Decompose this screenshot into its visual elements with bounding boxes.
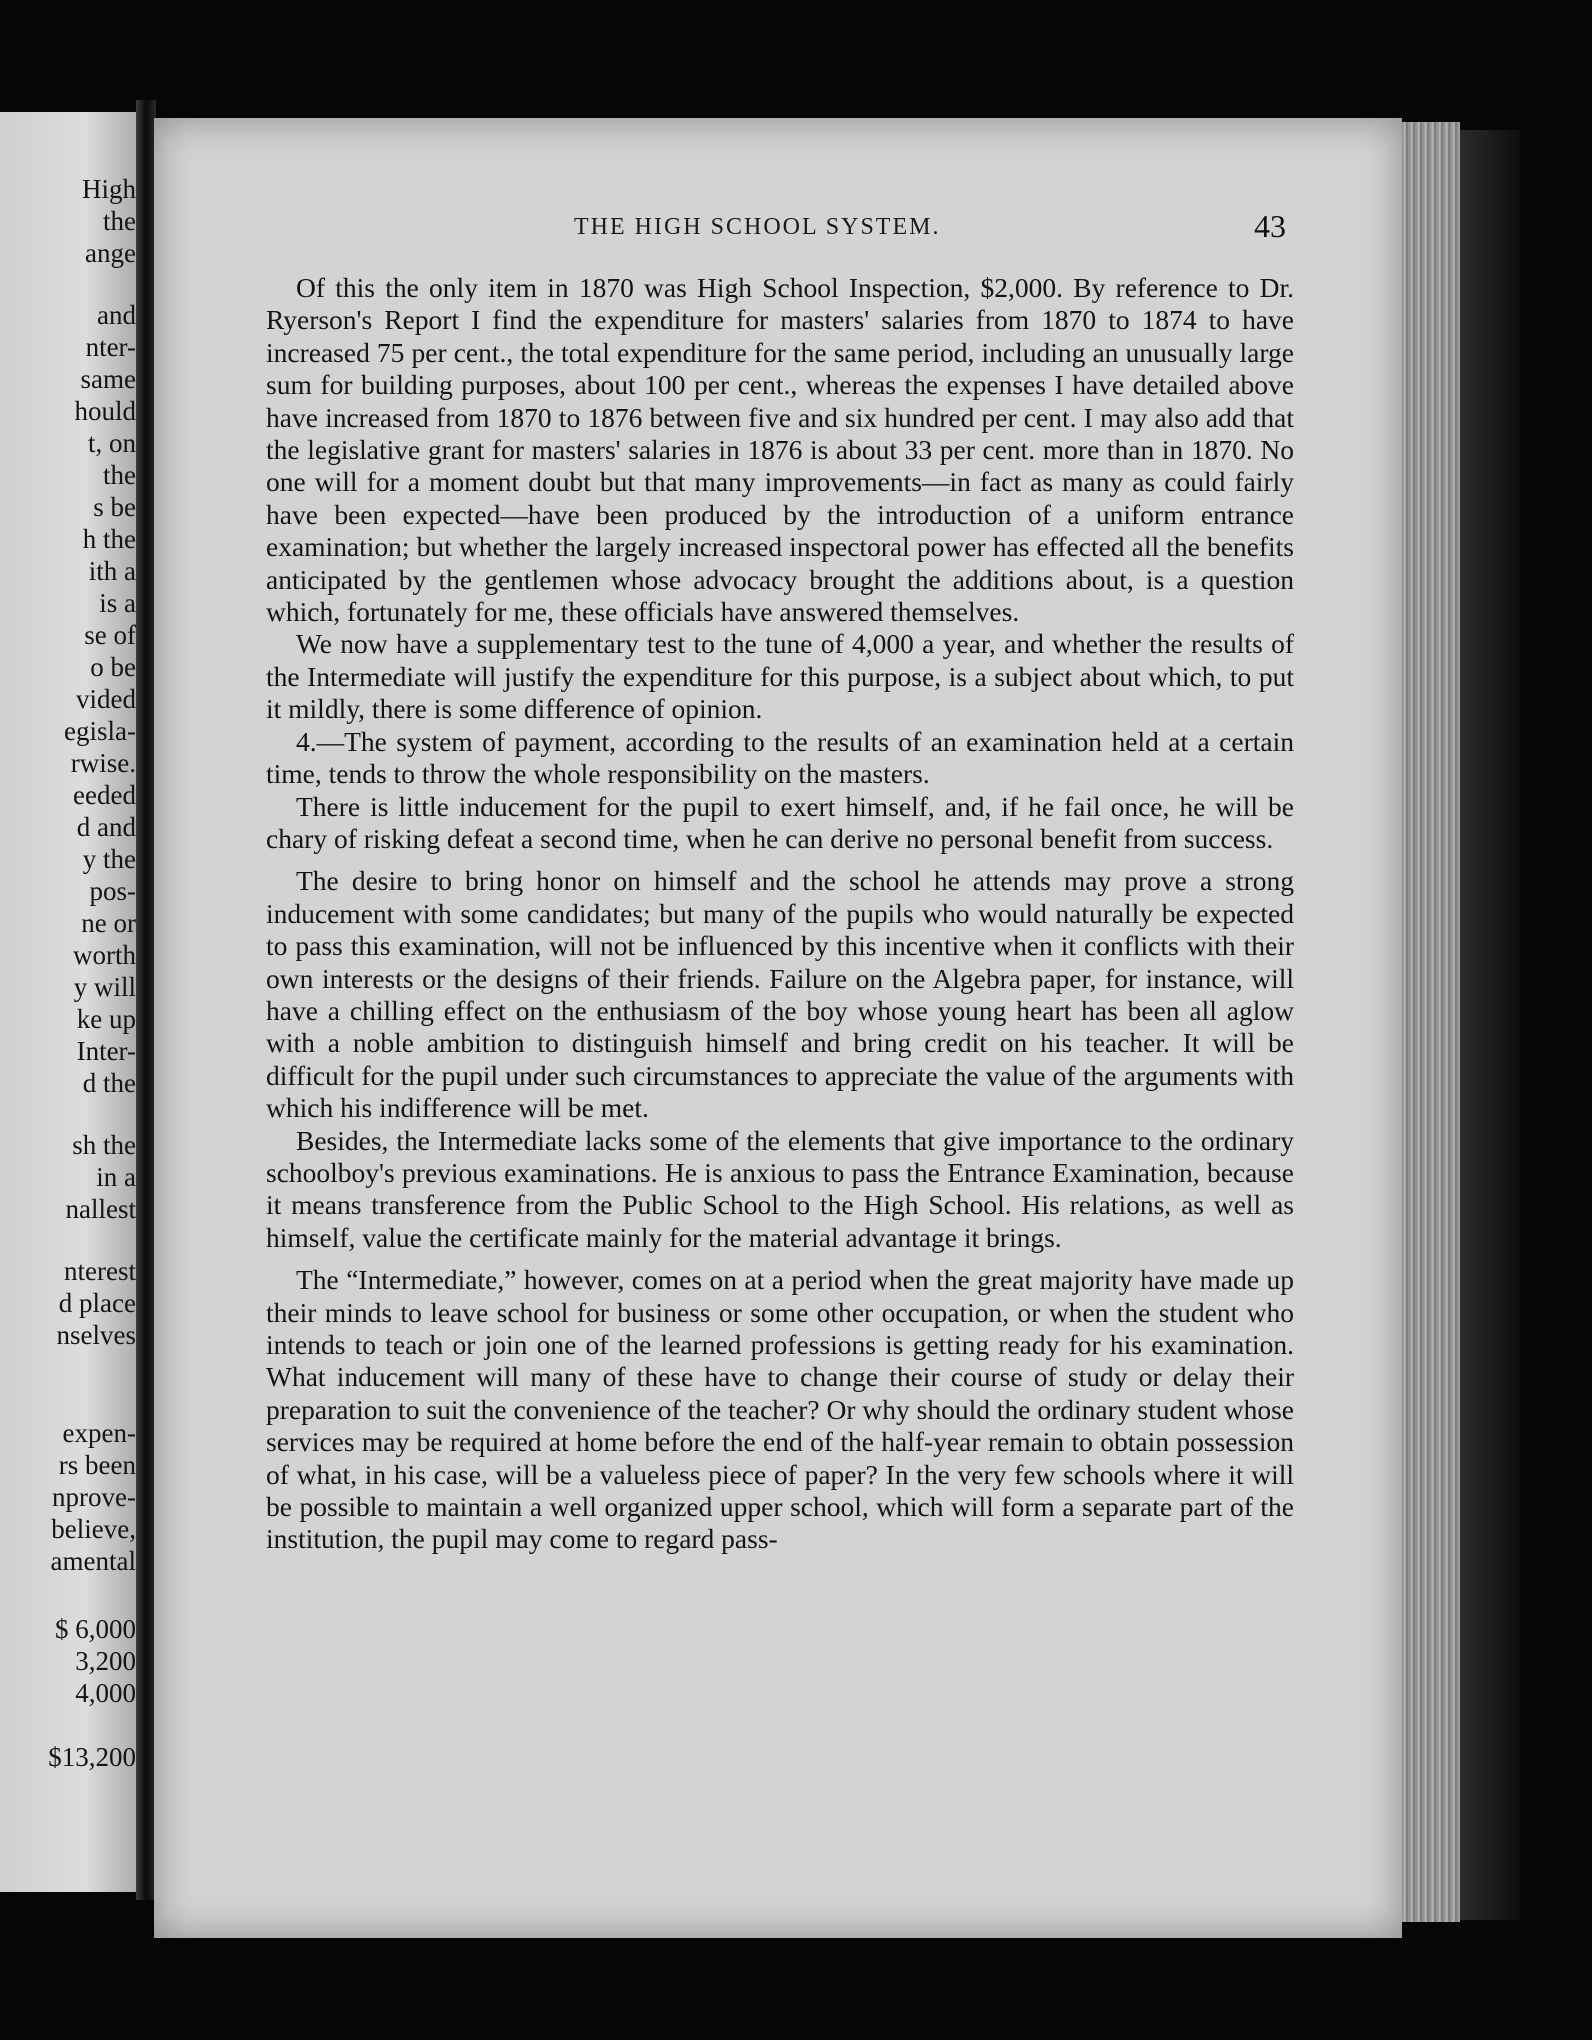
book-page <box>154 118 1402 1938</box>
paragraph: The “Intermediate,” however, comes on at a period when the great majority have made up their minds to leave school for business or some other occupation, or when the student who intends to teach or join one of the learned professions is getting ready for his examination. What inducement will many of these have to change their course of study or delay their preparation to suit the convenience of the teacher? Or why should the ordinary student whose services may be required at home before the end of the half-year remain to obtain possession of what, in his case, will be a valueless piece of paper? In the very few schools where it will be possible to maintain a well organized upper school, which will form a separate part of the institution, the pupil may come to regard pass- <box>266 1264 1294 1555</box>
facing-page-line: t, on <box>87 428 136 458</box>
paragraph: The desire to bring honor on himself and the school he attends may prove a strong inducement with some candidates; but many of the pupils who would naturally be expected to pass this examination, will not be influenced by this incentive when it conflicts with their own interests or the designs of their friends. Failure on the Algebra paper, for instance, will have a chilling effect on the enthusiasm of the boy whose young heart has been all aglow with a noble ambition to distinguish himself and bring credit on his teacher. It will be difficult for the pupil under such circumstances to appreciate the value of the arguments with which his indifference will be met. <box>266 865 1294 1124</box>
facing-page-line: rwise. <box>70 748 136 778</box>
facing-page-line: nterest <box>64 1256 136 1286</box>
facing-page-line: nselves <box>56 1320 136 1350</box>
running-title: THE HIGH SCHOOL SYSTEM. <box>574 214 941 240</box>
paragraph: Of this the only item in 1870 was High School Inspection, $2,000. By reference to Dr. Ryerson's Report I find the expenditure for masters' salaries from 1870 to 1874 to have increased 75 per cent., the total expenditure for the same period, including an unusually large sum for building purposes, about 100 per cent., whereas the expenses I have detailed above have increased from 1870 to 1876 between five and six hundred per cent. I may also add that the legislative grant for masters' salaries in 1876 is about 33 per cent. more than in 1870. No one will for a moment doubt but that many improvements—in fact as many as could fairly have been expected—have been produced by the introduction of a uniform entrance examination; but whether the largely increased inspectoral power has effected all the benefits anticipated by the gentlemen whose advocacy brought the additions about, is a question which, fortunately for me, these officials have answered themselves. <box>266 272 1294 628</box>
facing-page-line: nprove- <box>52 1482 136 1512</box>
book-cover-edge <box>1460 130 1520 1920</box>
facing-page-line: hould <box>74 396 136 426</box>
facing-page-line: h the <box>82 524 136 554</box>
facing-page-line: in a <box>96 1162 136 1192</box>
facing-page-line: 4,000 <box>75 1678 136 1708</box>
paragraph: We now have a supplementary test to the tune of 4,000 a year, and whether the results of the Intermediate will justify the expenditure for this purpose, is a subject about which, to put it mildly, there is some difference of opinion. <box>266 628 1294 725</box>
facing-page-line: ange <box>85 238 136 268</box>
page-edges <box>1402 122 1460 1922</box>
facing-page-line: pos- <box>89 876 136 906</box>
facing-page-line: High <box>82 174 136 204</box>
page-header <box>154 208 1402 254</box>
body-text <box>266 272 1294 1556</box>
facing-page-line: ne or <box>81 908 136 938</box>
facing-page-line: is a <box>99 588 136 618</box>
facing-page-line: nter- <box>85 332 136 362</box>
facing-page-line: d and <box>76 812 136 842</box>
paragraph: 4.—The system of payment, according to the results of an examination held at a certain time, tends to throw the whole responsibility on the masters. <box>266 725 1294 790</box>
facing-page-line: d the <box>82 1068 136 1098</box>
facing-page-line: amental <box>50 1546 136 1576</box>
book-gutter <box>136 100 156 1900</box>
facing-page-line: the <box>103 460 136 490</box>
facing-page-line: expen- <box>62 1418 136 1448</box>
facing-page-line: ith a <box>88 556 136 586</box>
facing-page-line: sh the <box>72 1130 136 1160</box>
facing-page-line: and <box>97 300 136 330</box>
facing-page-line: 3,200 <box>75 1646 136 1676</box>
facing-page-line: se of <box>84 620 136 650</box>
page-number: 43 <box>1254 208 1286 244</box>
facing-page-line: the <box>103 206 136 236</box>
facing-page-line: $13,200 <box>48 1742 136 1772</box>
facing-page-line: Inter- <box>76 1036 136 1066</box>
facing-page-line: y the <box>82 844 136 874</box>
facing-page-line: y will <box>73 972 136 1002</box>
facing-page-line: worth <box>73 940 136 970</box>
facing-page-line: $ 6,000 <box>55 1614 136 1644</box>
facing-page-line: d place <box>58 1288 136 1318</box>
facing-page-line: rs been <box>58 1450 136 1480</box>
facing-page-line: same <box>80 364 136 394</box>
facing-page-line: ke up <box>76 1004 136 1034</box>
facing-page-line: believe, <box>51 1514 136 1544</box>
paragraph: There is little inducement for the pupil to exert himself, and, if he fail once, he will be chary of risking defeat a second time, when he can derive no personal benefit from success. <box>266 790 1294 854</box>
facing-page-line: nallest <box>65 1194 136 1224</box>
facing-page-line: eeded <box>73 780 136 810</box>
facing-page-line: egisla- <box>64 716 136 746</box>
facing-page-left <box>0 112 142 1892</box>
facing-page-line: vided <box>76 684 136 714</box>
facing-page-line: o be <box>90 652 136 682</box>
paragraph: Besides, the Intermediate lacks some of the elements that give importance to the ordinary schoolboy's previous examinations. He is anxious to pass the Entrance Examination, because it means transference from the Public School to the High School. His relations, as well as himself, value the certificate mainly for the material advantage it brings. <box>266 1124 1294 1253</box>
facing-page-line: s be <box>93 492 136 522</box>
